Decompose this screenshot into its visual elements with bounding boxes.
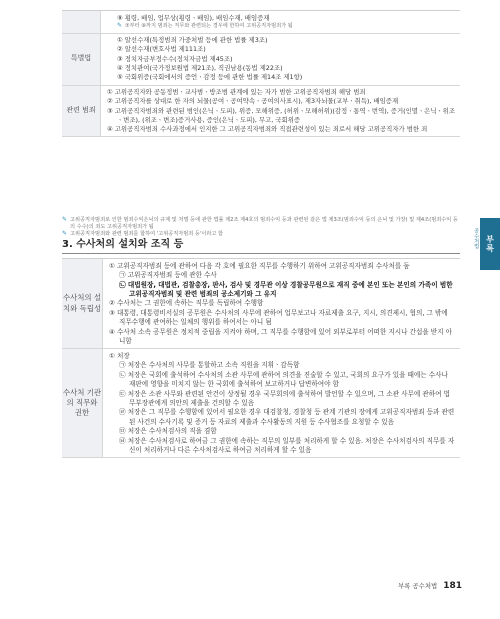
list-item: ① 알선수재(특정범죄 가중처벌 등에 관한 법률 제3조)	[117, 36, 268, 44]
list-item: ① 고위공직자와 공동정범ㆍ교사범ㆍ방조범 관계에 있는 자가 범한 고위공직자범죄 해당 범죄	[107, 88, 366, 97]
table-row	[62, 86, 460, 138]
list-item: ③ 대통령, 대통령비서실의 공무원은 수사처의 사무에 관하여 업무보고나 자료제출 요구, 지시, 의견제시, 협의, 그 밖에 직무수행에 관여하는 일체의 행위를 하여서는 아니 됨	[109, 308, 448, 327]
row-content	[100, 11, 460, 33]
list-item: ⑤ 국회위증(국회에서의 증언ㆍ감정 등에 관한 법률 제14조 제1항)	[117, 73, 303, 82]
bold-text: ㉡ 대법원장, 대법관, 검찰총장, 판사, 검사 및 경무관 이상 경찰공무원으로 재직 중에 본인 또는 본인의 가족이 범한 고위공직자범죄 및 관련 범죄의 공소제기와 그 유지	[119, 280, 453, 298]
list-item	[109, 281, 456, 299]
table-row	[62, 349, 460, 458]
list-item: ④ 고위공직자범죄 수사과정에서 인지한 그 고위공직자범죄와 직접관련성이 있는 죄로서 해당 고위공직자가 범한 죄	[107, 124, 428, 133]
list-item: ㉣ 처장은 그 직무를 수행함에 있어서 필요한 경우 대검찰청, 경찰청 등 관계 기관의 장에게 고위공직자범죄 등과 관련된 사건의 수사기록 및 증거 등 자료의 제출과 수사활동의 지원 등 수사협조를 요청할 수 있음	[119, 408, 455, 426]
top-crime-table	[62, 10, 460, 137]
row-content	[102, 349, 460, 457]
page-number: 181	[443, 581, 462, 591]
list-item: ① 처장	[109, 351, 130, 360]
list-item: ③ 고위공직자범죄와 관련된 범인(은닉ㆍ도피), 위증, 모해위증, (허위ㆍ모해허위)(감정ㆍ통역ㆍ번역), 증거(인멸ㆍ은닉ㆍ위조ㆍ변조), (위조ㆍ변조)증거사용, 증인(은닉ㆍ도피), 무고, 국회위증	[107, 106, 456, 124]
list-item: ㉤ 처장은 수사처검사의 직을 겸함	[119, 427, 217, 436]
row-label: 수사처 기관의 직무와 권한	[62, 349, 102, 457]
page-footer	[398, 580, 462, 592]
list-item: ㉥ 처장은 수사처검사로 하여금 그 권한에 속하는 직무의 일부를 처리하게 할 수 있음. 처장은 수사처검사의 직무를 자신이 처리하거나 다른 수사처검사로 하여금 처리하게 할 수 있음	[119, 436, 455, 454]
footer-section: 부록 공수처법	[398, 582, 438, 590]
note: ✎ ⑦부터 ⑨까지 범죄는 직무와 관련되는 경우에 한하여 고위공직자범죄가 됨	[117, 23, 456, 30]
table-row	[62, 259, 460, 349]
row-label-empty	[62, 11, 100, 33]
organization-table	[62, 258, 460, 458]
section-heading: 3. 수사처의 설치와 조직 등	[62, 239, 184, 250]
row-label: 특별법	[62, 34, 100, 85]
side-tab-sub	[472, 228, 480, 262]
footnote: ✎ 고위공직자범죄와 관련 범죄를 합하여 '고위공직자범죄 등'이라고 함	[62, 231, 462, 238]
list-item: ② 알선수재(변호사법 제111조)	[117, 45, 206, 54]
list-item: ㉡ 처장은 국회에 출석하여 수사처의 소관 사무에 관하여 의견을 진술할 수 있고, 국회의 요구가 있을 때에는 수사나 재판에 영향을 미치지 않는 한 국회에 출석하여 보고하거나 답변하여야 함	[119, 371, 448, 389]
side-tab	[480, 218, 500, 270]
list-item: ④ 정치관여(국가정보원법 제21조), 직권남용(동법 제22조)	[117, 63, 283, 72]
footnote: ✎ 고위공직자범죄로 인한 범죄수익은닉의 규제 및 처벌 등에 관한 법률 제2조 제4호의 범죄수익 등과 관련된 같은 법 제3조(범죄수익 등의 은닉 및 가장) 및 제4조(범죄수익 등의 수수)의 죄도 고위공직자범죄가 됨	[62, 217, 462, 231]
row-content	[100, 86, 460, 137]
side-tab-label: 부록	[485, 235, 495, 253]
list-item: ⑨ 횡령, 배임, 업무상(횡령ㆍ배임), 배임수재, 배임증재	[117, 13, 270, 22]
list-item: ① 고위공직자범죄 등에 관하여 다음 각 호에 필요한 직무를 수행하기 위하여 고위공직자범죄 수사처를 둠	[109, 261, 410, 270]
side-tab-sub-label: 공수처법	[473, 228, 480, 249]
row-content	[100, 34, 460, 85]
row-content	[102, 259, 460, 348]
table-row	[62, 11, 460, 34]
row-label: 수사처의 설치와 독립성	[62, 259, 102, 348]
list-item: ④ 수사처 소속 공무원은 정치적 중립을 지켜야 하며, 그 직무를 수행함에 있어 외부로부터 어떠한 지시나 간섭을 받지 아니함	[109, 327, 453, 345]
row-label: 관련 범죄	[62, 86, 100, 137]
list-item: ② 고위공직자를 상대로 한 자의 뇌물(공여ㆍ공여약속ㆍ공여의사표시), 제3자뇌물(교부ㆍ취득), 배임증재	[107, 97, 399, 106]
table-row	[62, 34, 460, 86]
heading-divider	[62, 253, 460, 254]
list-item: ③ 정치자금부정수수(정치자금법 제45조)	[117, 54, 233, 63]
list-item: ② 수사처는 그 권한에 속하는 직무를 독립하여 수행함	[109, 299, 264, 308]
list-item: ㉠ 고위공직자범죄 등에 관한 수사	[119, 271, 217, 280]
list-item: ㉠ 처장은 수사처의 사무를 통할하고 소속 직원을 지휘ㆍ감독함	[119, 361, 300, 370]
list-item: ㉢ 처장은 소관 사무와 관련된 안건이 상정될 경우 국무회의에 출석하여 발언할 수 있으며, 그 소관 사무에 관하여 법무부장관에게 의안의 제출을 건의할 수 있음	[119, 389, 450, 407]
